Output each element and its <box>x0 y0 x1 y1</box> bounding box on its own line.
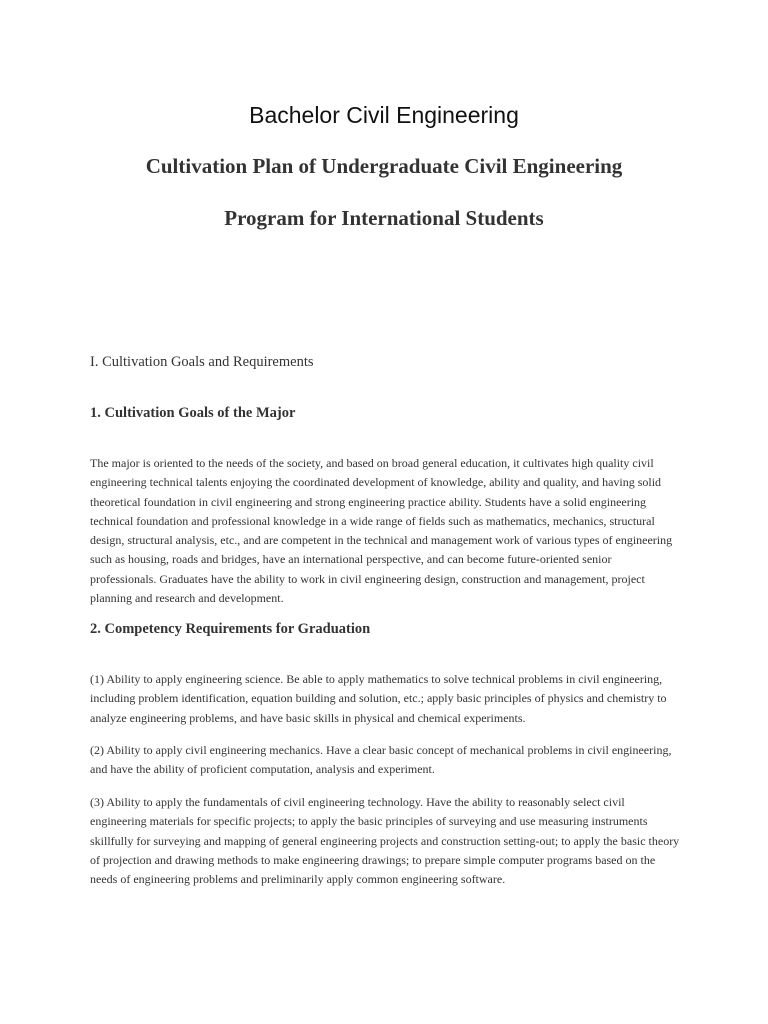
requirement-paragraph-2: (2) Ability to apply civil engineering mechanics. Have a clear basic concept of mechanical problems in civil engineering, and have the ability of proficient computation, analysis and experiment. <box>90 743 672 777</box>
plan-title-line-2: Program for International Students <box>224 206 544 230</box>
section-heading: I. Cultivation Goals and Requirements <box>90 354 314 370</box>
document-title: Bachelor Civil Engineering <box>249 102 519 128</box>
goals-heading: 1. Cultivation Goals of the Major <box>90 405 296 421</box>
plan-title-line-1: Cultivation Plan of Undergraduate Civil Engineering <box>145 154 623 178</box>
requirement-paragraph-3: (3) Ability to apply the fundamentals of civil engineering technology. Have the ability to reasonably select civil engineering materials for specific projects; to apply the basic principles of surveying and use measuring instruments skillfully for surveying and mapping of general engineering projects and construction setting-out; to apply the basic theory of projection and drawing methods to make engineering drawings; to prepare simple computer programs based on the needs of engineering problems and preliminarily apply common engineering software. <box>90 795 680 887</box>
requirement-paragraph-1: (1) Ability to apply engineering science. Be able to apply mathematics to solve technical problems in civil engineering, including problem identification, equation building and solution, etc.; apply basic principles of physics and chemistry to analyze engineering problems, and have basic skills in physical and chemical experiments. <box>90 672 667 725</box>
goals-paragraph: The major is oriented to the needs of the society, and based on broad general education, it cultivates high quality civil engineering technical talents enjoying the coordinated development of knowledge, ability and quality, and having solid theoretical foundation in civil engineering and strong engineering practice ability. Students have a solid engineering technical foundation and professional knowledge in a wide range of fields such as mathematics, mechanics, structural design, structural analysis, etc., and are competent in the technical and management work of various types of engineering such as housing, roads and bridges, have an international perspective, and can become future-oriented senior professionals. Graduates have the ability to work in civil engineering design, construction and management, project planning and research and development. <box>90 456 673 606</box>
competency-heading: 2. Competency Requirements for Graduation <box>90 621 371 637</box>
